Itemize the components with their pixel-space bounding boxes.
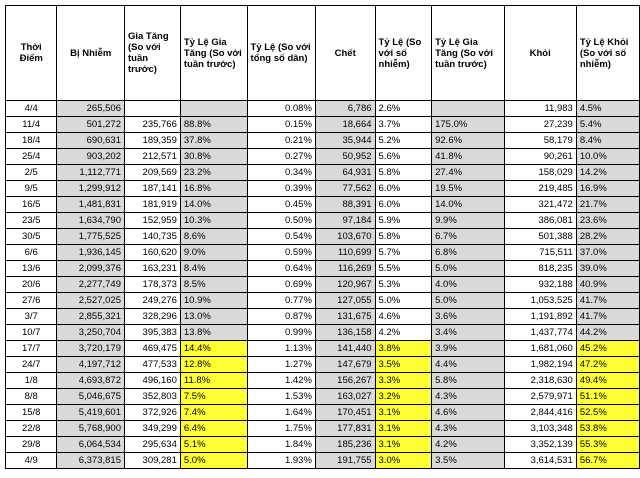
- table-cell-increase[interactable]: 189,359: [124, 133, 180, 149]
- table-cell-growth-rate[interactable]: 8.4%: [180, 261, 247, 277]
- table-cell-growth-rate[interactable]: 14.4%: [180, 341, 247, 357]
- table-cell-death-growth[interactable]: 4.0%: [432, 277, 504, 293]
- table-cell-population-rate[interactable]: 1.53%: [247, 389, 315, 405]
- table-cell-deaths[interactable]: 127,055: [315, 293, 375, 309]
- table-cell-increase[interactable]: 395,383: [124, 325, 180, 341]
- header-population-rate[interactable]: Tỷ Lệ (So với tổng số dân): [247, 6, 315, 101]
- table-cell-death-growth[interactable]: 14.0%: [432, 197, 504, 213]
- table-cell-date[interactable]: 30/5: [6, 229, 57, 245]
- table-cell-growth-rate[interactable]: 14.0%: [180, 197, 247, 213]
- table-cell-increase[interactable]: 140,735: [124, 229, 180, 245]
- table-cell-increase[interactable]: 372,926: [124, 405, 180, 421]
- table-cell-date[interactable]: 27/6: [6, 293, 57, 309]
- table-cell-death-rate[interactable]: 3.7%: [375, 117, 432, 133]
- table-cell-death-growth[interactable]: 4.2%: [432, 437, 504, 453]
- table-cell-recovered-rate[interactable]: 5.4%: [576, 117, 639, 133]
- table-cell-population-rate[interactable]: 1.75%: [247, 421, 315, 437]
- table-cell-death-rate[interactable]: 4.2%: [375, 325, 432, 341]
- table-cell-death-rate[interactable]: 5.0%: [375, 293, 432, 309]
- table-cell-death-rate[interactable]: 5.3%: [375, 277, 432, 293]
- table-cell-increase[interactable]: 163,231: [124, 261, 180, 277]
- table-cell-population-rate[interactable]: 1.84%: [247, 437, 315, 453]
- table-cell-deaths[interactable]: 77,562: [315, 181, 375, 197]
- table-cell-recovered[interactable]: 11,983: [504, 101, 576, 117]
- table-cell-deaths[interactable]: 147,679: [315, 357, 375, 373]
- table-cell-population-rate[interactable]: 0.27%: [247, 149, 315, 165]
- table-cell-recovered[interactable]: 321,472: [504, 197, 576, 213]
- table-cell-population-rate[interactable]: 0.15%: [247, 117, 315, 133]
- table-cell-population-rate[interactable]: 0.64%: [247, 261, 315, 277]
- table-cell-recovered-rate[interactable]: 53.8%: [576, 421, 639, 437]
- table-cell-deaths[interactable]: 116,269: [315, 261, 375, 277]
- table-cell-recovered[interactable]: 219,485: [504, 181, 576, 197]
- table-cell-infected[interactable]: 2,099,376: [57, 261, 125, 277]
- table-cell-recovered-rate[interactable]: 55.3%: [576, 437, 639, 453]
- table-cell-death-rate[interactable]: 3.0%: [375, 453, 432, 469]
- table-cell-date[interactable]: 11/4: [6, 117, 57, 133]
- table-cell-death-rate[interactable]: 6.0%: [375, 197, 432, 213]
- table-cell-recovered[interactable]: 715,511: [504, 245, 576, 261]
- table-cell-death-rate[interactable]: 5.5%: [375, 261, 432, 277]
- header-recovered-rate[interactable]: Tỷ Lệ Khỏi (So với số nhiễm): [576, 6, 639, 101]
- table-cell-death-growth[interactable]: 4.6%: [432, 405, 504, 421]
- table-cell-death-rate[interactable]: 5.8%: [375, 165, 432, 181]
- table-cell-date[interactable]: 2/5: [6, 165, 57, 181]
- table-cell-infected[interactable]: 1,299,912: [57, 181, 125, 197]
- table-cell-growth-rate[interactable]: 13.0%: [180, 309, 247, 325]
- table-cell-death-rate[interactable]: 3.3%: [375, 373, 432, 389]
- table-cell-recovered[interactable]: 1,053,525: [504, 293, 576, 309]
- table-cell-date[interactable]: 18/4: [6, 133, 57, 149]
- table-cell-death-growth[interactable]: 4.4%: [432, 357, 504, 373]
- table-cell-recovered[interactable]: 1,982,194: [504, 357, 576, 373]
- table-row: [6, 245, 640, 261]
- table-row: [6, 133, 640, 149]
- covid-data-table: [5, 5, 640, 469]
- table-row: [6, 197, 640, 213]
- table-cell-growth-rate[interactable]: 30.8%: [180, 149, 247, 165]
- table-cell-recovered[interactable]: 3,352,139: [504, 437, 576, 453]
- table-row: [6, 309, 640, 325]
- table-cell-growth-rate[interactable]: 7.5%: [180, 389, 247, 405]
- table-cell-recovered[interactable]: 932,188: [504, 277, 576, 293]
- table-cell-growth-rate[interactable]: 37.8%: [180, 133, 247, 149]
- table-cell-population-rate[interactable]: 0.87%: [247, 309, 315, 325]
- table-cell-recovered-rate[interactable]: 21.7%: [576, 197, 639, 213]
- table-row: [6, 165, 640, 181]
- table-row: [6, 341, 640, 357]
- table-cell-infected[interactable]: 5,419,601: [57, 405, 125, 421]
- table-cell-population-rate[interactable]: 0.54%: [247, 229, 315, 245]
- table-cell-increase[interactable]: 328,296: [124, 309, 180, 325]
- table-cell-recovered[interactable]: 158,029: [504, 165, 576, 181]
- table-cell-increase[interactable]: 235,766: [124, 117, 180, 133]
- table-cell-deaths[interactable]: 136,158: [315, 325, 375, 341]
- table-cell-recovered-rate[interactable]: 51.1%: [576, 389, 639, 405]
- table-cell-increase[interactable]: 212,571: [124, 149, 180, 165]
- table-cell-recovered-rate[interactable]: 39.0%: [576, 261, 639, 277]
- table-cell-recovered-rate[interactable]: 8.4%: [576, 133, 639, 149]
- table-cell-deaths[interactable]: 141,440: [315, 341, 375, 357]
- header-recovered[interactable]: Khỏi: [504, 6, 576, 101]
- table-cell-growth-rate[interactable]: 10.3%: [180, 213, 247, 229]
- table-cell-recovered-rate[interactable]: 44.2%: [576, 325, 639, 341]
- table-cell-infected[interactable]: 265,506: [57, 101, 125, 117]
- table-cell-death-growth[interactable]: 4.3%: [432, 421, 504, 437]
- table-cell-death-rate[interactable]: 3.5%: [375, 357, 432, 373]
- table-cell-date[interactable]: 16/5: [6, 197, 57, 213]
- table-cell-death-growth[interactable]: [432, 101, 504, 117]
- table-cell-population-rate[interactable]: 0.34%: [247, 165, 315, 181]
- table-cell-population-rate[interactable]: 1.93%: [247, 453, 315, 469]
- table-cell-date[interactable]: 24/7: [6, 357, 57, 373]
- table-cell-deaths[interactable]: 163,027: [315, 389, 375, 405]
- table-cell-recovered[interactable]: 818,235: [504, 261, 576, 277]
- table-cell-death-growth[interactable]: 5.8%: [432, 373, 504, 389]
- table-cell-growth-rate[interactable]: 16.8%: [180, 181, 247, 197]
- table-cell-death-growth[interactable]: 92.6%: [432, 133, 504, 149]
- table-cell-date[interactable]: 23/5: [6, 213, 57, 229]
- table-row: [6, 293, 640, 309]
- table-cell-deaths[interactable]: 191,755: [315, 453, 375, 469]
- table-cell-population-rate[interactable]: 0.08%: [247, 101, 315, 117]
- table-cell-population-rate[interactable]: 1.64%: [247, 405, 315, 421]
- table-row: [6, 117, 640, 133]
- table-cell-growth-rate[interactable]: 9.0%: [180, 245, 247, 261]
- table-cell-date[interactable]: 15/8: [6, 405, 57, 421]
- table-row: [6, 357, 640, 373]
- table-cell-growth-rate[interactable]: 8.6%: [180, 229, 247, 245]
- table-cell-infected[interactable]: 6,373,815: [57, 453, 125, 469]
- table-cell-growth-rate[interactable]: 5.0%: [180, 453, 247, 469]
- table-cell-recovered-rate[interactable]: 10.0%: [576, 149, 639, 165]
- table-row: [6, 101, 640, 117]
- table-cell-recovered[interactable]: 2,318,630: [504, 373, 576, 389]
- table-cell-date[interactable]: 8/8: [6, 389, 57, 405]
- header-row: [6, 6, 640, 101]
- table-cell-death-rate[interactable]: 3.8%: [375, 341, 432, 357]
- table-row: [6, 181, 640, 197]
- table-cell-infected[interactable]: 2,855,321: [57, 309, 125, 325]
- table-cell-increase[interactable]: 152,959: [124, 213, 180, 229]
- table-cell-recovered-rate[interactable]: 14.2%: [576, 165, 639, 181]
- table-cell-recovered[interactable]: 27,239: [504, 117, 576, 133]
- table-cell-recovered[interactable]: 1,681,060: [504, 341, 576, 357]
- header-death-rate[interactable]: Tỷ Lệ (So với số nhiễm): [375, 6, 432, 101]
- table-cell-death-rate[interactable]: 5.6%: [375, 149, 432, 165]
- header-growth-rate[interactable]: Tỷ Lệ Gia Tăng (So với tuần trước): [180, 6, 247, 101]
- table-cell-infected[interactable]: 1,634,790: [57, 213, 125, 229]
- table-cell-death-rate[interactable]: 4.6%: [375, 309, 432, 325]
- table-row: [6, 213, 640, 229]
- table-cell-recovered-rate[interactable]: 49.4%: [576, 373, 639, 389]
- table-cell-death-growth[interactable]: 3.5%: [432, 453, 504, 469]
- table-cell-population-rate[interactable]: 1.27%: [247, 357, 315, 373]
- table-cell-population-rate[interactable]: 1.13%: [247, 341, 315, 357]
- table-cell-death-rate[interactable]: 3.1%: [375, 437, 432, 453]
- table-cell-increase[interactable]: 309,281: [124, 453, 180, 469]
- table-cell-recovered[interactable]: 1,437,774: [504, 325, 576, 341]
- table-cell-recovered-rate[interactable]: 28.2%: [576, 229, 639, 245]
- table-cell-deaths[interactable]: 177,831: [315, 421, 375, 437]
- table-row: [6, 325, 640, 341]
- header-deaths[interactable]: Chết: [315, 6, 375, 101]
- table-cell-growth-rate[interactable]: 6.4%: [180, 421, 247, 437]
- table-cell-infected[interactable]: 5,046,675: [57, 389, 125, 405]
- table-cell-growth-rate[interactable]: 23.2%: [180, 165, 247, 181]
- table-cell-date[interactable]: 13/6: [6, 261, 57, 277]
- table-cell-infected[interactable]: 1,936,145: [57, 245, 125, 261]
- table-row: [6, 149, 640, 165]
- table-cell-infected[interactable]: 690,631: [57, 133, 125, 149]
- table-cell-recovered-rate[interactable]: 41.7%: [576, 293, 639, 309]
- table-cell-growth-rate[interactable]: 13.8%: [180, 325, 247, 341]
- table-cell-date[interactable]: 25/4: [6, 149, 57, 165]
- table-cell-death-growth[interactable]: 41.8%: [432, 149, 504, 165]
- table-cell-death-rate[interactable]: 5.7%: [375, 245, 432, 261]
- table-cell-deaths[interactable]: 18,664: [315, 117, 375, 133]
- table-row: [6, 277, 640, 293]
- table-cell-death-rate[interactable]: 6.0%: [375, 181, 432, 197]
- table-cell-increase[interactable]: 160,620: [124, 245, 180, 261]
- table-cell-increase[interactable]: 496,160: [124, 373, 180, 389]
- table-cell-death-growth[interactable]: 27.4%: [432, 165, 504, 181]
- table-cell-population-rate[interactable]: 0.77%: [247, 293, 315, 309]
- table-cell-population-rate[interactable]: 1.42%: [247, 373, 315, 389]
- table-cell-growth-rate[interactable]: [180, 101, 247, 117]
- table-row: [6, 437, 640, 453]
- table-cell-deaths[interactable]: 6,786: [315, 101, 375, 117]
- table-cell-recovered-rate[interactable]: 56.7%: [576, 453, 639, 469]
- table-cell-date[interactable]: 20/6: [6, 277, 57, 293]
- table-cell-recovered-rate[interactable]: 40.9%: [576, 277, 639, 293]
- table-cell-recovered-rate[interactable]: 4.5%: [576, 101, 639, 117]
- table-cell-increase[interactable]: 349,299: [124, 421, 180, 437]
- table-cell-death-growth[interactable]: 6.7%: [432, 229, 504, 245]
- table-cell-increase[interactable]: [124, 101, 180, 117]
- table-cell-death-rate[interactable]: 5.8%: [375, 229, 432, 245]
- table-cell-population-rate[interactable]: 0.21%: [247, 133, 315, 149]
- table-cell-deaths[interactable]: 97,184: [315, 213, 375, 229]
- table-cell-death-growth[interactable]: 9.9%: [432, 213, 504, 229]
- table-cell-date[interactable]: 29/8: [6, 437, 57, 453]
- table-cell-date[interactable]: 22/8: [6, 421, 57, 437]
- table-cell-increase[interactable]: 469,475: [124, 341, 180, 357]
- table-cell-growth-rate[interactable]: 88.8%: [180, 117, 247, 133]
- table-row: [6, 389, 640, 405]
- table-cell-infected[interactable]: 903,202: [57, 149, 125, 165]
- table-cell-death-rate[interactable]: 3.1%: [375, 421, 432, 437]
- table-cell-population-rate[interactable]: 0.39%: [247, 181, 315, 197]
- table-cell-death-rate[interactable]: 5.9%: [375, 213, 432, 229]
- table-cell-population-rate[interactable]: 0.59%: [247, 245, 315, 261]
- table-cell-infected[interactable]: 2,527,025: [57, 293, 125, 309]
- table-cell-increase[interactable]: 477,533: [124, 357, 180, 373]
- table-cell-death-growth[interactable]: 6.8%: [432, 245, 504, 261]
- table-cell-date[interactable]: 10/7: [6, 325, 57, 341]
- table-cell-infected[interactable]: 1,775,525: [57, 229, 125, 245]
- table-cell-date[interactable]: 17/7: [6, 341, 57, 357]
- table-cell-date[interactable]: 4/4: [6, 101, 57, 117]
- header-date[interactable]: Thời Điểm: [6, 6, 57, 101]
- table-cell-death-growth[interactable]: 3.9%: [432, 341, 504, 357]
- table-row: [6, 405, 640, 421]
- table-cell-death-rate[interactable]: 3.2%: [375, 389, 432, 405]
- table-cell-growth-rate[interactable]: 8.5%: [180, 277, 247, 293]
- table-cell-recovered-rate[interactable]: 52.5%: [576, 405, 639, 421]
- table-cell-death-growth[interactable]: 5.0%: [432, 261, 504, 277]
- table-cell-infected[interactable]: 3,250,704: [57, 325, 125, 341]
- table-cell-growth-rate[interactable]: 12.8%: [180, 357, 247, 373]
- table-cell-deaths[interactable]: 110,699: [315, 245, 375, 261]
- table-cell-recovered[interactable]: 2,844,416: [504, 405, 576, 421]
- table-cell-infected[interactable]: 1,112,771: [57, 165, 125, 181]
- table-cell-increase[interactable]: 178,373: [124, 277, 180, 293]
- table-cell-infected[interactable]: 3,720,179: [57, 341, 125, 357]
- table-cell-deaths[interactable]: 170,451: [315, 405, 375, 421]
- table-cell-date[interactable]: 1/8: [6, 373, 57, 389]
- table-cell-death-growth[interactable]: 5.0%: [432, 293, 504, 309]
- table-cell-increase[interactable]: 187,141: [124, 181, 180, 197]
- header-death-growth[interactable]: Tỷ Lệ Gia Tăng (So với tuần trước): [432, 6, 504, 101]
- table-cell-population-rate[interactable]: 0.45%: [247, 197, 315, 213]
- header-increase[interactable]: Gia Tăng (So với tuần trước): [124, 6, 180, 101]
- table-cell-date[interactable]: 6/6: [6, 245, 57, 261]
- table-cell-death-growth[interactable]: 3.6%: [432, 309, 504, 325]
- table-cell-recovered[interactable]: 3,103,348: [504, 421, 576, 437]
- table-cell-death-growth[interactable]: 175.0%: [432, 117, 504, 133]
- table-cell-population-rate[interactable]: 0.50%: [247, 213, 315, 229]
- table-cell-growth-rate[interactable]: 10.9%: [180, 293, 247, 309]
- table-cell-deaths[interactable]: 35,944: [315, 133, 375, 149]
- table-cell-increase[interactable]: 352,803: [124, 389, 180, 405]
- table-row: [6, 373, 640, 389]
- table-cell-date[interactable]: 9/5: [6, 181, 57, 197]
- table-body: [6, 101, 640, 469]
- table-cell-recovered-rate[interactable]: 23.6%: [576, 213, 639, 229]
- table-row: [6, 453, 640, 469]
- table-row: [6, 229, 640, 245]
- table-cell-date[interactable]: 3/7: [6, 309, 57, 325]
- table-cell-death-rate[interactable]: 5.2%: [375, 133, 432, 149]
- table-cell-deaths[interactable]: 103,670: [315, 229, 375, 245]
- table-cell-deaths[interactable]: 50,952: [315, 149, 375, 165]
- table-cell-population-rate[interactable]: 0.99%: [247, 325, 315, 341]
- table-cell-death-growth[interactable]: 4.3%: [432, 389, 504, 405]
- table-cell-infected[interactable]: 4,693,872: [57, 373, 125, 389]
- table-cell-recovered[interactable]: 3,614,531: [504, 453, 576, 469]
- table-cell-recovered-rate[interactable]: 45.2%: [576, 341, 639, 357]
- table-cell-recovered[interactable]: 1,191,892: [504, 309, 576, 325]
- table-cell-deaths[interactable]: 131,675: [315, 309, 375, 325]
- table-cell-deaths[interactable]: 120,967: [315, 277, 375, 293]
- table-cell-recovered[interactable]: 501,388: [504, 229, 576, 245]
- table-cell-date[interactable]: 4/9: [6, 453, 57, 469]
- table-cell-growth-rate[interactable]: 11.8%: [180, 373, 247, 389]
- table-cell-increase[interactable]: 181,919: [124, 197, 180, 213]
- table-cell-deaths[interactable]: 156,267: [315, 373, 375, 389]
- table-cell-population-rate[interactable]: 0.69%: [247, 277, 315, 293]
- table-cell-infected[interactable]: 501,272: [57, 117, 125, 133]
- table-cell-death-growth[interactable]: 3.4%: [432, 325, 504, 341]
- table-cell-death-growth[interactable]: 19.5%: [432, 181, 504, 197]
- table-cell-infected[interactable]: 6,064,534: [57, 437, 125, 453]
- table-cell-recovered-rate[interactable]: 47.2%: [576, 357, 639, 373]
- table-cell-growth-rate[interactable]: 7.4%: [180, 405, 247, 421]
- table-cell-deaths[interactable]: 185,236: [315, 437, 375, 453]
- table-cell-deaths[interactable]: 64,931: [315, 165, 375, 181]
- table-cell-infected[interactable]: 4,197,712: [57, 357, 125, 373]
- table-cell-recovered[interactable]: 2,579,971: [504, 389, 576, 405]
- table-cell-recovered[interactable]: 90,261: [504, 149, 576, 165]
- table-cell-growth-rate[interactable]: 5.1%: [180, 437, 247, 453]
- table-cell-increase[interactable]: 249,276: [124, 293, 180, 309]
- table-cell-recovered[interactable]: 58,179: [504, 133, 576, 149]
- table-cell-infected[interactable]: 5,768,900: [57, 421, 125, 437]
- table-row: [6, 261, 640, 277]
- table-cell-recovered-rate[interactable]: 37.0%: [576, 245, 639, 261]
- table-cell-recovered-rate[interactable]: 16.9%: [576, 181, 639, 197]
- table-cell-infected[interactable]: 2,277,749: [57, 277, 125, 293]
- table-cell-recovered-rate[interactable]: 41.7%: [576, 309, 639, 325]
- table-cell-death-rate[interactable]: 2.6%: [375, 101, 432, 117]
- table-cell-death-rate[interactable]: 3.1%: [375, 405, 432, 421]
- header-infected[interactable]: Bị Nhiễm: [57, 6, 125, 101]
- table-cell-increase[interactable]: 209,569: [124, 165, 180, 181]
- table-cell-increase[interactable]: 295,634: [124, 437, 180, 453]
- table-cell-recovered[interactable]: 386,081: [504, 213, 576, 229]
- table-row: [6, 421, 640, 437]
- table-cell-infected[interactable]: 1,481,831: [57, 197, 125, 213]
- table-cell-deaths[interactable]: 88,391: [315, 197, 375, 213]
